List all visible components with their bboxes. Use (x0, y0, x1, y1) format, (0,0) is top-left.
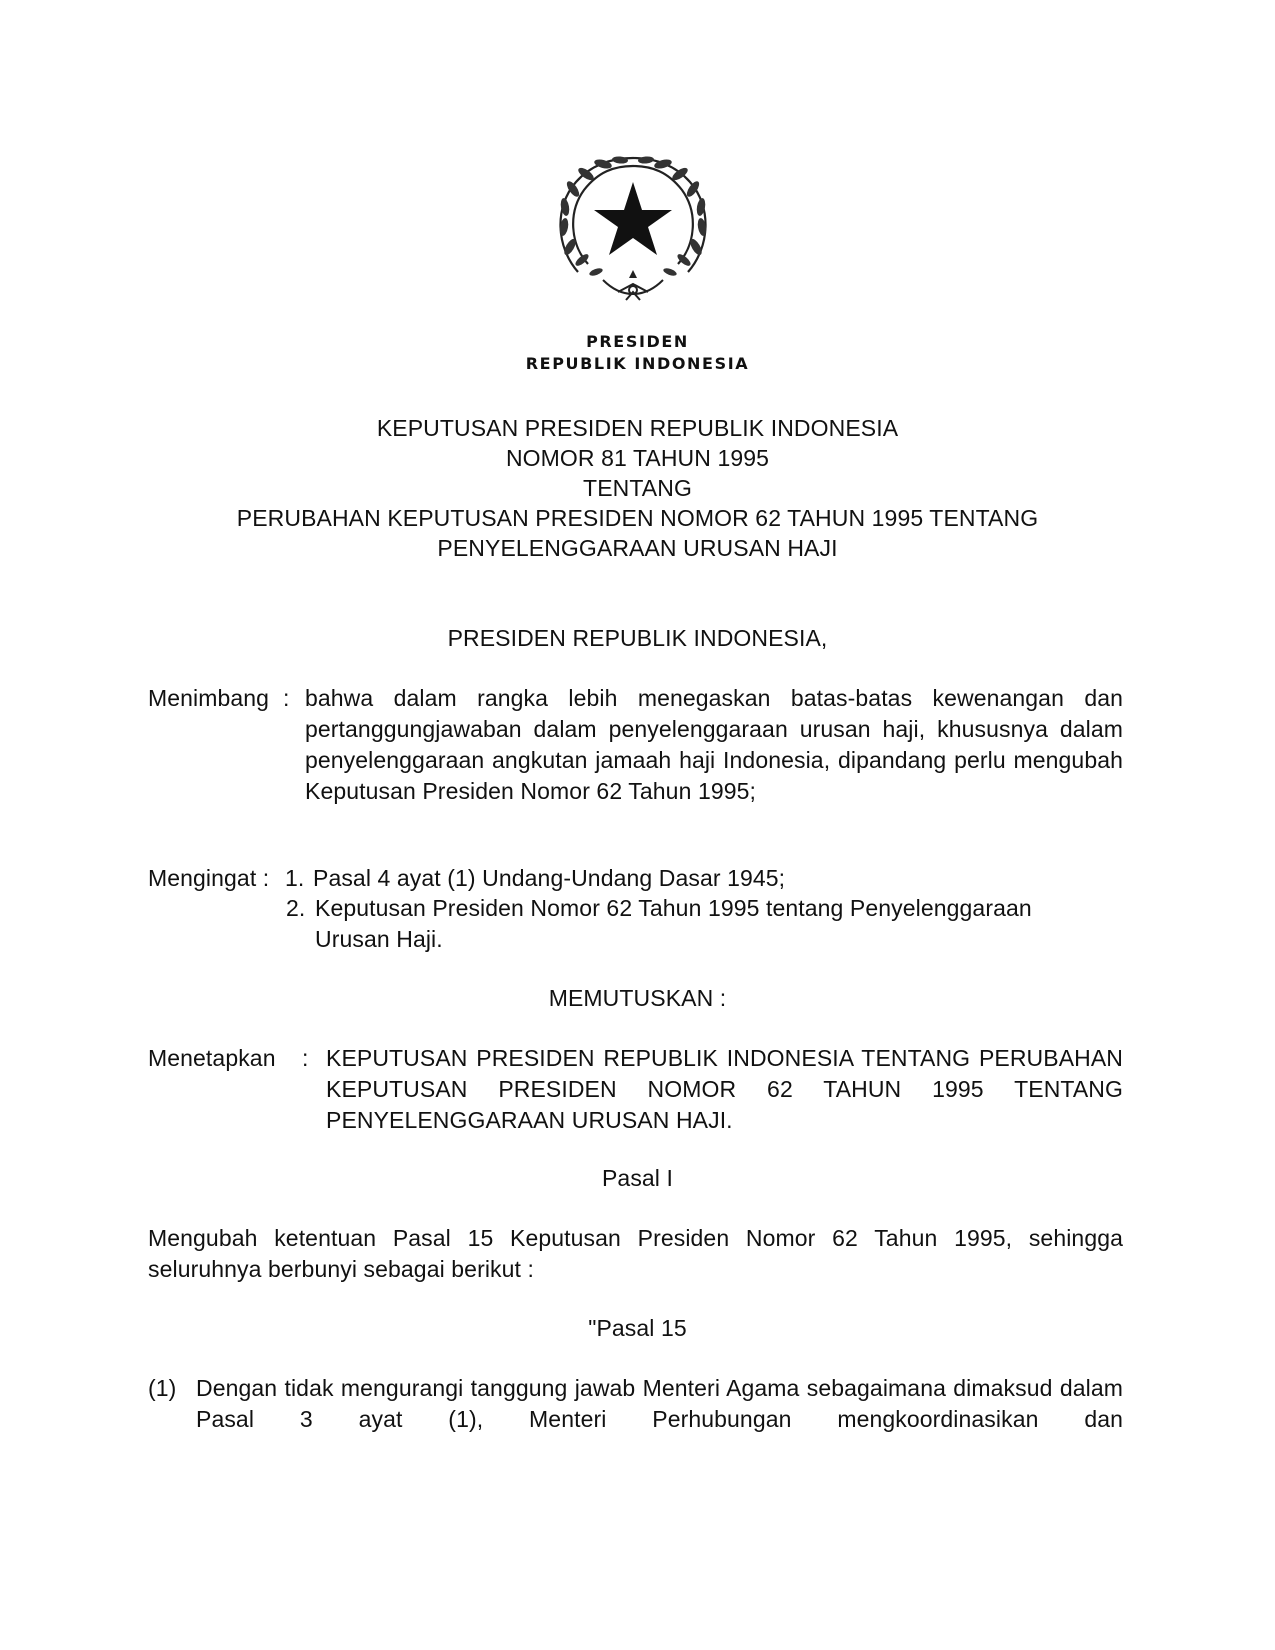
title-line-1: KEPUTUSAN PRESIDEN REPUBLIK INDONESIA (376, 415, 899, 441)
mengingat-item-2-num: 2. (286, 895, 306, 921)
ayat-1-number: (1) (148, 1375, 177, 1401)
president-heading: PRESIDEN REPUBLIK INDONESIA, (447, 625, 828, 651)
mengingat-item-1-text: Pasal 4 ayat (1) Undang-Undang Dasar 1945; (313, 865, 786, 891)
ayat-1-text: Dengan tidak mengurangi tanggung jawab Menteri Agama sebagaimana dimaksud dalam Pasal 3 ayat (1), Menteri Perhubungan mengkoordinasikan dan (196, 1375, 1123, 1432)
memutuskan-heading: MEMUTUSKAN : (548, 985, 727, 1011)
title-line-2: NOMOR 81 TAHUN 1995 (505, 445, 770, 471)
title-line-5: PENYELENGGARAAN URUSAN HAJI (437, 535, 838, 561)
mengingat-item-2-text: Keputusan Presiden Nomor 62 Tahun 1995 tentang Penyelenggaraan Urusan Haji. (315, 895, 1032, 952)
mengingat-item-1-num: 1. (285, 865, 305, 891)
menimbang-text: bahwa dalam rangka lebih menegaskan batas-batas kewenangan dan pertanggungjawaban dalam penyelenggaraan urusan haji, khususnya dalam penyelenggaraan angkutan jamaah haji Indonesia, dipandang perlu mengubah Keputusan Presiden Nomor 62 Tahun 1995; (305, 685, 1123, 804)
menimbang-label: Menimbang (148, 685, 270, 711)
mengingat-label: Mengingat : (148, 865, 270, 891)
menimbang-separator: : (283, 685, 290, 711)
pasal-15-heading: "Pasal 15 (588, 1315, 687, 1341)
letterhead-line-2: REPUBLIK INDONESIA (525, 354, 750, 373)
title-line-3: TENTANG (583, 475, 692, 501)
menetapkan-text: KEPUTUSAN PRESIDEN REPUBLIK INDONESIA TENTANG PERUBAHAN KEPUTUSAN PRESIDEN NOMOR 62 TAHUN 1995 TENTANG PENYELENGGARAAN URUSAN HAJI. (326, 1045, 1123, 1133)
title-line-4: PERUBAHAN KEPUTUSAN PRESIDEN NOMOR 62 TAHUN 1995 TENTANG (236, 505, 1039, 531)
letterhead-line-1: PRESIDEN (586, 332, 689, 351)
menetapkan-separator: : (302, 1045, 309, 1071)
pasal-i-text: Mengubah ketentuan Pasal 15 Keputusan Presiden Nomor 62 Tahun 1995, sehingga seluruhnya berbunyi sebagai berikut : (148, 1225, 1123, 1282)
presidential-seal-icon (548, 152, 718, 312)
pasal-i-heading: Pasal I (601, 1165, 673, 1191)
menetapkan-label: Menetapkan (148, 1045, 276, 1071)
